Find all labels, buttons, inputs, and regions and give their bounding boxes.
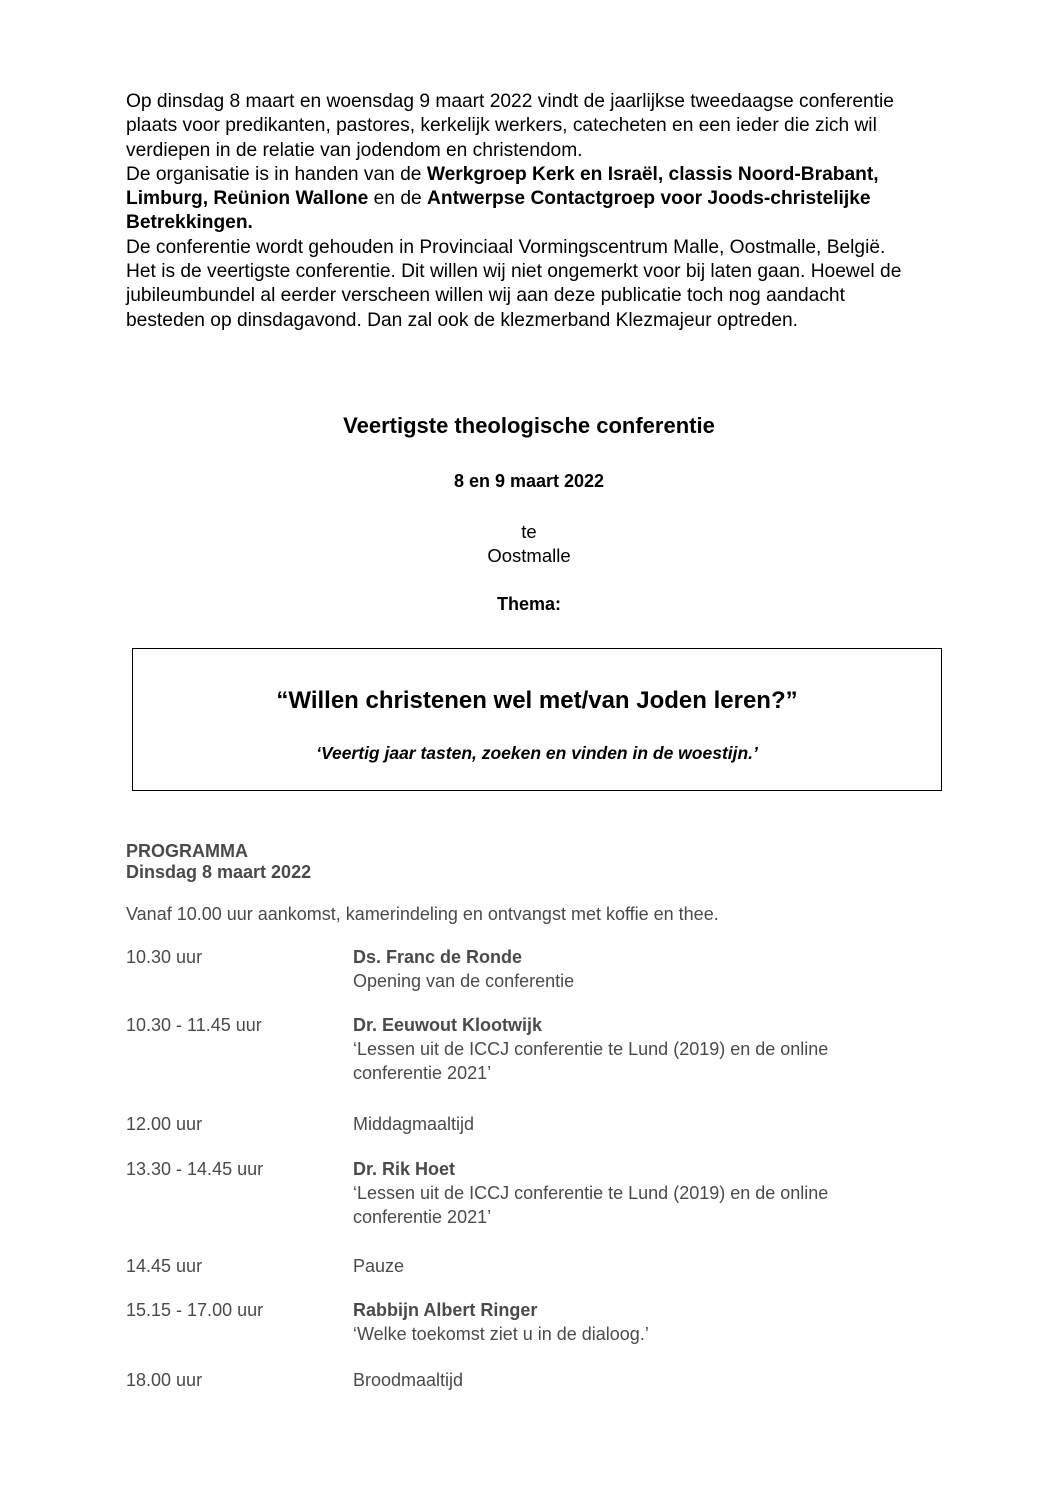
programme-heading — [126, 841, 311, 883]
programme-item-speaker: Rabbijn Albert Ringer — [353, 1300, 538, 1320]
programme-item-time: 10.30 - 11.45 uur — [126, 1015, 262, 1035]
programme-item-line: Opening van de conferentie — [353, 971, 575, 991]
programme-item-line: conferentie 2021’ — [353, 1207, 492, 1227]
programme-item-time: 13.30 - 14.45 uur — [126, 1159, 264, 1179]
programme-item-line: Middagmaaltijd — [353, 1114, 475, 1134]
intro-paragraph-venue: De conferentie wordt gehouden in Provinciaal Vormingscentrum Malle, Oostmalle, België. — [126, 236, 886, 258]
programme-item-desc — [353, 1013, 913, 1085]
programme-item-desc — [353, 1298, 913, 1346]
programme-item-line: conferentie 2021’ — [353, 1063, 492, 1083]
theme-subtitle: ‘Veertig jaar tasten, zoeken en vinden in de woestijn.’ — [316, 743, 758, 763]
programme-label: PROGRAMMA — [126, 841, 248, 861]
theme-label: Thema: — [496, 594, 561, 614]
org-werkgroep: Werkgroep Kerk en Israël, classis Noord-Brabant, Limburg, Reünion Wallone — [126, 163, 879, 210]
programme-item-speaker: Dr. Eeuwout Klootwijk — [353, 1015, 543, 1035]
programme-item-line: ‘Lessen uit de ICCJ conferentie te Lund (2019) en de online — [353, 1183, 829, 1203]
programme-item-line: Broodmaaltijd — [353, 1370, 464, 1390]
programme-item-desc — [353, 1254, 913, 1278]
programme-item-line: ‘Welke toekomst ziet u in de dialoog.’ — [353, 1324, 649, 1344]
org-connector: en de — [368, 188, 428, 210]
location-preposition: te — [521, 521, 537, 542]
intro-paragraph-dates: Op dinsdag 8 maart en woensdag 9 maart 2022 vindt de jaarlijkse tweedaagse conferentie plaats voor predikanten, pastores, kerkelijk werkers, catecheten en een ieder die zich wil verdiepen in de relatie van jodendom en christendom. — [126, 91, 894, 161]
conference-location: Oostmalle — [487, 545, 571, 566]
programme-item-time: 10.30 uur — [126, 947, 203, 967]
programme-item-desc — [353, 1157, 913, 1229]
programme-item-time: 18.00 uur — [126, 1370, 203, 1390]
programme-item-line: ‘Lessen uit de ICCJ conferentie te Lund (2019) en de online — [353, 1039, 829, 1059]
theme-box — [132, 648, 942, 791]
programme-item-desc — [353, 1368, 913, 1392]
programme-item-speaker: Dr. Rik Hoet — [353, 1159, 456, 1179]
org-contactgroep: Antwerpse Contactgroep voor Joods-christelijke Betrekkingen. — [126, 188, 871, 234]
programme-day: Dinsdag 8 maart 2022 — [126, 862, 312, 882]
theme-quote: “Willen christenen wel met/van Joden leren?” — [276, 687, 798, 714]
conference-title: Veertigste theologische conferentie — [343, 413, 715, 438]
programme-item-time: 12.00 uur — [126, 1114, 203, 1134]
programme-item-desc — [353, 1112, 913, 1136]
programme-item-speaker: Ds. Franc de Ronde — [353, 947, 523, 967]
programme-item-line: Pauze — [353, 1256, 405, 1276]
conference-date: 8 en 9 maart 2022 — [453, 471, 605, 491]
intro-text — [126, 90, 926, 333]
programme-item-desc — [353, 945, 913, 993]
intro-paragraph-organisation — [126, 163, 926, 236]
programme-item-time: 14.45 uur — [126, 1256, 203, 1276]
programme-item-time: 15.15 - 17.00 uur — [126, 1300, 264, 1320]
arrival-note: Vanaf 10.00 uur aankomst, kamerindeling en ontvangst met koffie en thee. — [126, 904, 719, 924]
intro-paragraph-jubilee: Het is de veertigste conferentie. Dit willen wij niet ongemerkt voor bij laten gaan. Hoewel de jubileumbundel al eerder verscheen willen wij aan deze publicatie toch nog aandacht besteden op dinsdagavond. Dan zal ook de klezmerband Klezmajeur optreden. — [126, 261, 902, 331]
org-prefix: De organisatie is in handen van de — [126, 163, 427, 185]
